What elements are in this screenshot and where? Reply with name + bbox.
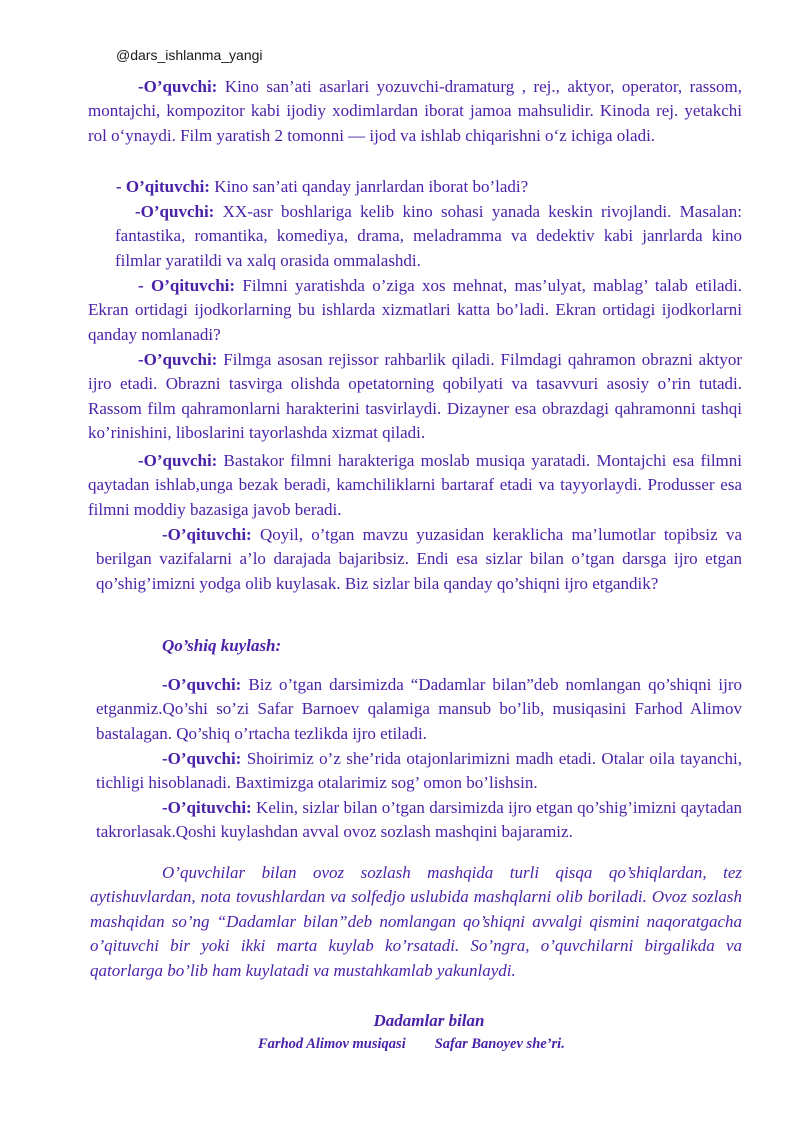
speaker-label: -O’quvchi: bbox=[138, 451, 218, 470]
dialogue-text: Filmga asosan rejissor rahbarlik qiladi. Filmdagi qahramon obrazni aktyor ijro etadi. Obrazni tasvirga olishda opetatorning qobilyati va tasavvuri asosiy o’rin tutadi. Rassom film qahramonlarni harakterini tasvirlaydi. Dizayner esa obrazdagi qahramonni tashqi ko’rinishini, liboslarini tayorlashda xizmat qiladi. bbox=[88, 350, 742, 443]
speaker-label: - O’qituvchi: bbox=[116, 177, 210, 196]
dialogue-paragraph bbox=[115, 200, 742, 273]
dialogue-text: Bastakor filmni harakteriga moslab musiqa yaratadi. Montajchi esa filmni qaytadan ishlab,unga bezak beradi, kamchiliklarni bartaraf etadi va tayyorlaydi. Produsser esa filmni moddiy bazasiga javob beradi. bbox=[88, 451, 742, 519]
dialogue-paragraph bbox=[88, 274, 742, 347]
dialogue-text: XX-asr boshlariga kelib kino sohasi yanada keskin rivojlandi. Masalan: fantastika, romantika, komediya, drama, meladramma va dedektiv kabi janrlarda kino filmlar yaratildi va xalq orasida ommalashdi. bbox=[115, 202, 742, 270]
section-heading: Qo’shiq kuylash: bbox=[162, 636, 282, 655]
dialogue-text: Kelin, sizlar bilan o’tgan darsimizda ijro etgan qo’shig’imizni qaytadan takrorlasak.Qoshi kuylashdan avval ovoz sozlash mashqini bajaramiz. bbox=[96, 798, 742, 842]
speaker-label: -O’quvchi: bbox=[138, 350, 218, 369]
dialogue-paragraph bbox=[88, 75, 742, 148]
song-lyrics-credit: Safar Banoyev she’ri. bbox=[434, 1036, 565, 1052]
dialogue-text: Kino san’ati qanday janrlardan iborat bo’ladi? bbox=[209, 177, 529, 196]
dialogue-text: Shoirimiz o’z she’rida otajonlarimizni madh etadi. Otalar oila tayanchi, tichligi hisoblanadi. Baxtimizga otalarimiz sog’ omon bo’lishsin. bbox=[96, 749, 742, 793]
dialogue-text: Kino san’ati asarlari yozuvchi-dramaturg , rej., aktyor, operator, rassom, montajchi, kompozitor kabi ijodiy xodimlardan iborat jamoa mahsulidir. Kinoda rej. yetakchi rol o‘ynaydi. Film yaratish 2 tomonni — ijod va ishlab chiqarishni o‘z ichiga oladi. bbox=[88, 77, 742, 145]
speaker-label: -O’quvchi: bbox=[138, 77, 218, 96]
song-music-credit: Farhod Alimov musiqasi bbox=[258, 1036, 406, 1052]
dialogue-text: Filmni yaratishda o’ziga xos mehnat, mas’ulyat, mablag’ talab etiladi. Ekran ortidagi ijodkorlarning bu ishlarda xizmatlari katta bo’ladi. Ekran ortidagi ijodkorlarni qanday nomlanadi? bbox=[88, 276, 742, 344]
dialogue-paragraph bbox=[88, 175, 742, 199]
dialogue-text: Qoyil, o’tgan mavzu yuzasidan keraklicha ma’lumotlar topibsiz va berilgan vazifalarni a’lo darajada bajaribsiz. Endi esa sizlar bilan o’tgan darsga ijro etgan qo’shig’imizni yodga olib kuylasak. Biz sizlar bila qanday qo’shiqni ijro etgandik? bbox=[96, 525, 742, 593]
dialogue-paragraph bbox=[96, 796, 742, 845]
speaker-label: -O’qituvchi: bbox=[162, 798, 252, 817]
speaker-label: -O’quvchi: bbox=[162, 675, 242, 694]
speaker-label: -O’qituvchi: bbox=[162, 525, 252, 544]
speaker-label: -O’quvchi: bbox=[135, 202, 215, 221]
dialogue-paragraph bbox=[96, 523, 742, 596]
song-title: Dadamlar bilan bbox=[373, 1011, 485, 1030]
speaker-label: - O’qituvchi: bbox=[138, 276, 236, 295]
song-credits bbox=[258, 1036, 565, 1053]
speaker-label: -O’quvchi: bbox=[162, 749, 242, 768]
dialogue-text: Biz o’tgan darsimizda “Dadamlar bilan”deb nomlangan qo’shiqni ijro etganmiz.Qo’shi so’zi Safar Barnoev qalamiga mansub bo’lib, musiqasini Farhod Alimov bastalagan. Qo’shiq o’rtacha tezlikda ijro etiladi. bbox=[96, 675, 742, 743]
channel-watermark: @dars_ishlanma_yangi bbox=[116, 47, 263, 63]
dialogue-paragraph bbox=[96, 747, 742, 796]
dialogue-paragraph bbox=[88, 348, 742, 446]
method-description: O’quvchilar bilan ovoz sozlash mashqida turli qisqa qo’shiqlardan, tez aytishuvlardan, nota tovushlardan va solfedjo uslubida mashqlarni olib boriladi. Ovoz sozlash mashqidan so’ng “Dadamlar bilan”deb nomlangan qo’shiqni avvalgi qismini naqoratgacha o’qituvchi bir yoki ikki marta kuylab ko’rsatadi. So’ngra, o’quvchilarni birgalikda va qatorlarga bo’lib ham kuylatadi va mustahkamlab yakunlaydi. bbox=[90, 863, 742, 980]
dialogue-paragraph bbox=[96, 673, 742, 746]
dialogue-paragraph bbox=[88, 449, 742, 522]
